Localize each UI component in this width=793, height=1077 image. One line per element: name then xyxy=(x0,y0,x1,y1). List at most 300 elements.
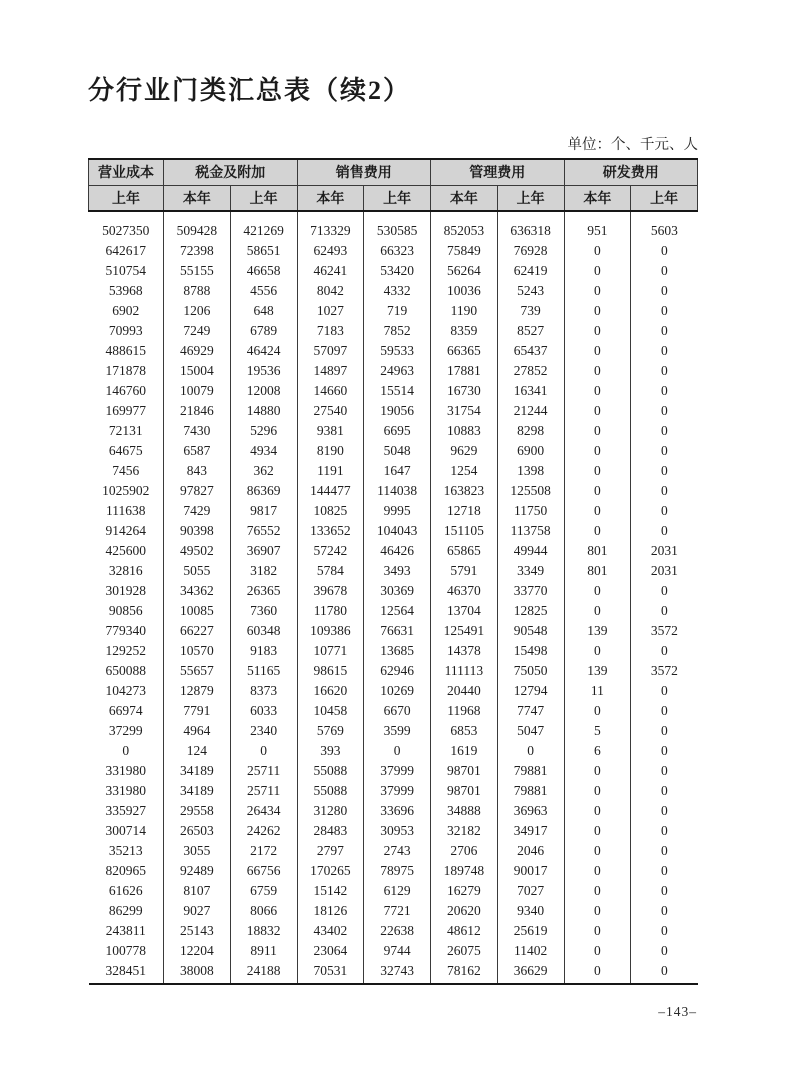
page-number: –143– xyxy=(658,1004,697,1019)
table-cell: 30369 xyxy=(364,581,431,601)
table-cell: 55657 xyxy=(164,661,231,681)
table-cell: 0 xyxy=(564,501,631,521)
table-row xyxy=(89,881,698,901)
table-cell: 139 xyxy=(564,661,631,681)
table-cell: 48612 xyxy=(431,921,498,941)
table-cell: 0 xyxy=(564,761,631,781)
table-cell: 1025902 xyxy=(102,483,150,498)
table-cell: 6129 xyxy=(364,881,431,901)
table-cell: 0 xyxy=(564,861,631,881)
table-cell: 2706 xyxy=(431,841,498,861)
table-cell: 0 xyxy=(564,461,631,481)
table-cell: 820965 xyxy=(105,863,146,878)
col-group-taxes-and-surcharges: 税金及附加 xyxy=(164,159,298,185)
table-cell: 2031 xyxy=(631,541,698,561)
table-cell: 13685 xyxy=(364,641,431,661)
table-row xyxy=(89,941,698,961)
table-cell: 9340 xyxy=(497,901,564,921)
table-cell: 8359 xyxy=(431,321,498,341)
table-cell: 86369 xyxy=(230,481,297,501)
table-cell: 46241 xyxy=(297,261,364,281)
table-row xyxy=(89,741,698,761)
table-cell: 0 xyxy=(564,581,631,601)
table-cell: 34888 xyxy=(431,801,498,821)
col-subheader-this-year: 本年 xyxy=(431,185,498,211)
table-cell: 18832 xyxy=(230,921,297,941)
table-cell: 23064 xyxy=(297,941,364,961)
table-cell: 10570 xyxy=(164,641,231,661)
table-row xyxy=(89,701,698,721)
table-cell: 26434 xyxy=(230,801,297,821)
table-cell: 0 xyxy=(497,741,564,761)
table-row xyxy=(89,441,698,461)
table-cell: 53420 xyxy=(364,261,431,281)
table-cell: 0 xyxy=(564,301,631,321)
table-cell: 7360 xyxy=(230,601,297,621)
table-row xyxy=(89,841,698,861)
table-cell: 0 xyxy=(631,881,698,901)
table-cell: 713329 xyxy=(297,211,364,241)
table-cell: 19536 xyxy=(230,361,297,381)
table-cell: 79881 xyxy=(497,781,564,801)
table-row xyxy=(89,821,698,841)
table-cell: 66974 xyxy=(108,703,143,718)
table-cell: 11780 xyxy=(297,601,364,621)
table-row xyxy=(89,641,698,661)
table-cell: 0 xyxy=(631,921,698,941)
table-row xyxy=(89,541,698,561)
table-cell: 7429 xyxy=(164,501,231,521)
table-cell: 951 xyxy=(564,211,631,241)
table-row xyxy=(89,241,698,261)
table-cell: 31754 xyxy=(431,401,498,421)
table-cell: 11 xyxy=(564,681,631,701)
table-cell: 14378 xyxy=(431,641,498,661)
table-cell: 0 xyxy=(631,821,698,841)
table-cell: 0 xyxy=(564,801,631,821)
table-row xyxy=(89,211,698,241)
table-row xyxy=(89,421,698,441)
table-row xyxy=(89,561,698,581)
table-cell: 0 xyxy=(631,521,698,541)
table-cell: 7249 xyxy=(164,321,231,341)
table-cell: 22638 xyxy=(364,921,431,941)
table-cell: 0 xyxy=(631,421,698,441)
table-cell: 7721 xyxy=(364,901,431,921)
table-cell: 6789 xyxy=(230,321,297,341)
col-group-operating-cost: 营业成本 xyxy=(89,159,164,185)
col-group-admin-expenses: 管理费用 xyxy=(431,159,565,185)
table-cell: 0 xyxy=(564,441,631,461)
table-cell: 3182 xyxy=(230,561,297,581)
table-cell: 0 xyxy=(564,521,631,541)
table-cell: 78162 xyxy=(431,961,498,984)
table-cell: 6033 xyxy=(230,701,297,721)
table-cell: 801 xyxy=(564,541,631,561)
table-cell: 70993 xyxy=(108,323,143,338)
table-cell: 32816 xyxy=(108,563,143,578)
table-cell: 0 xyxy=(564,941,631,961)
col-subheader-this-year: 本年 xyxy=(564,185,631,211)
table-cell: 79881 xyxy=(497,761,564,781)
table-cell: 46929 xyxy=(164,341,231,361)
table-cell: 300714 xyxy=(105,823,146,838)
table-cell: 0 xyxy=(122,743,130,758)
table-cell: 14880 xyxy=(230,401,297,421)
table-cell: 9744 xyxy=(364,941,431,961)
table-row xyxy=(89,861,698,881)
table-cell: 0 xyxy=(631,761,698,781)
table-cell: 104273 xyxy=(105,683,146,698)
table-row xyxy=(89,341,698,361)
table-cell: 57097 xyxy=(297,341,364,361)
table-cell: 0 xyxy=(564,341,631,361)
table-cell: 29558 xyxy=(164,801,231,821)
table-cell: 0 xyxy=(564,601,631,621)
table-cell: 32743 xyxy=(364,961,431,984)
table-cell: 4964 xyxy=(164,721,231,741)
table-cell: 0 xyxy=(564,961,631,984)
header-sub-row xyxy=(89,185,698,211)
table-row xyxy=(89,501,698,521)
table-cell: 8298 xyxy=(497,421,564,441)
table-cell: 5296 xyxy=(230,421,297,441)
table-cell: 0 xyxy=(564,921,631,941)
table-cell: 12204 xyxy=(164,941,231,961)
table-cell: 15004 xyxy=(164,361,231,381)
table-cell: 4332 xyxy=(364,281,431,301)
table-cell: 24262 xyxy=(230,821,297,841)
table-cell: 57242 xyxy=(297,541,364,561)
table-cell: 90398 xyxy=(164,521,231,541)
table-cell: 65437 xyxy=(497,341,564,361)
table-row xyxy=(89,721,698,741)
table-cell: 3055 xyxy=(164,841,231,861)
table-cell: 0 xyxy=(631,461,698,481)
table-cell: 61626 xyxy=(108,883,143,898)
table-cell: 0 xyxy=(631,721,698,741)
table-cell: 362 xyxy=(230,461,297,481)
table-cell: 8911 xyxy=(230,941,297,961)
table-cell: 1191 xyxy=(297,461,364,481)
table-cell: 20620 xyxy=(431,901,498,921)
table-cell: 7852 xyxy=(364,321,431,341)
table-cell: 331980 xyxy=(105,763,146,778)
table-cell: 189748 xyxy=(431,861,498,881)
table-cell: 51165 xyxy=(230,661,297,681)
table-cell: 10079 xyxy=(164,381,231,401)
table-cell: 21244 xyxy=(497,401,564,421)
table-cell: 5055 xyxy=(164,561,231,581)
table-cell: 0 xyxy=(564,281,631,301)
table-cell: 10085 xyxy=(164,601,231,621)
table-cell: 2172 xyxy=(230,841,297,861)
table-cell: 0 xyxy=(564,841,631,861)
table-cell: 719 xyxy=(364,301,431,321)
table-cell: 25619 xyxy=(497,921,564,941)
table-cell: 34362 xyxy=(164,581,231,601)
table-cell: 0 xyxy=(631,441,698,461)
table-cell: 6759 xyxy=(230,881,297,901)
table-cell: 171878 xyxy=(105,363,146,378)
table-cell: 6695 xyxy=(364,421,431,441)
table-cell: 25711 xyxy=(230,781,297,801)
table-cell: 801 xyxy=(564,561,631,581)
page-title: 分行业门类汇总表（续2） xyxy=(88,76,412,105)
table-cell: 66323 xyxy=(364,241,431,261)
table-cell: 104043 xyxy=(364,521,431,541)
table-row xyxy=(89,621,698,641)
table-cell: 3493 xyxy=(364,561,431,581)
table-cell: 53968 xyxy=(108,283,143,298)
industry-summary-table xyxy=(88,158,698,985)
table-cell: 10458 xyxy=(297,701,364,721)
table-cell: 0 xyxy=(631,321,698,341)
table-cell: 7027 xyxy=(497,881,564,901)
table-cell: 0 xyxy=(631,901,698,921)
table-cell: 28483 xyxy=(297,821,364,841)
table-cell: 24188 xyxy=(230,961,297,984)
table-cell: 0 xyxy=(631,961,698,984)
table-cell: 0 xyxy=(631,481,698,501)
table-cell: 335927 xyxy=(105,803,146,818)
table-cell: 6587 xyxy=(164,441,231,461)
table-cell: 124 xyxy=(164,741,231,761)
table-cell: 0 xyxy=(364,741,431,761)
table-cell: 62493 xyxy=(297,241,364,261)
table-cell: 5027350 xyxy=(102,223,150,238)
table-cell: 5791 xyxy=(431,561,498,581)
table-cell: 125508 xyxy=(497,481,564,501)
table-cell: 2797 xyxy=(297,841,364,861)
table-cell: 8373 xyxy=(230,681,297,701)
table-cell: 843 xyxy=(164,461,231,481)
table-cell: 1619 xyxy=(431,741,498,761)
table-cell: 15142 xyxy=(297,881,364,901)
table-cell: 11968 xyxy=(431,701,498,721)
table-cell: 98701 xyxy=(431,761,498,781)
table-cell: 27852 xyxy=(497,361,564,381)
table-cell: 0 xyxy=(631,241,698,261)
table-cell: 7456 xyxy=(112,463,140,478)
table-cell: 16620 xyxy=(297,681,364,701)
table-cell: 5603 xyxy=(631,211,698,241)
table-cell: 25143 xyxy=(164,921,231,941)
col-subheader-this-year: 本年 xyxy=(164,185,231,211)
table-cell: 38008 xyxy=(164,961,231,984)
table-row xyxy=(89,761,698,781)
table-cell: 32182 xyxy=(431,821,498,841)
table-cell: 0 xyxy=(631,701,698,721)
table-cell: 5047 xyxy=(497,721,564,741)
table-cell: 146760 xyxy=(105,383,146,398)
table-cell: 113758 xyxy=(497,521,564,541)
table-cell: 510754 xyxy=(105,263,146,278)
table-cell: 24963 xyxy=(364,361,431,381)
table-cell: 20440 xyxy=(431,681,498,701)
table-cell: 18126 xyxy=(297,901,364,921)
col-subheader-prev-year: 上年 xyxy=(497,185,564,211)
table-cell: 8190 xyxy=(297,441,364,461)
table-cell: 76928 xyxy=(497,241,564,261)
table-cell: 86299 xyxy=(108,903,143,918)
table-row xyxy=(89,601,698,621)
table-cell: 0 xyxy=(564,821,631,841)
table-cell: 19056 xyxy=(364,401,431,421)
table-cell: 7747 xyxy=(497,701,564,721)
table-cell: 66227 xyxy=(164,621,231,641)
table-cell: 9381 xyxy=(297,421,364,441)
table-cell: 530585 xyxy=(364,211,431,241)
table-cell: 0 xyxy=(564,381,631,401)
table-cell: 64675 xyxy=(108,443,143,458)
table-cell: 0 xyxy=(631,801,698,821)
table-cell: 1647 xyxy=(364,461,431,481)
table-cell: 26365 xyxy=(230,581,297,601)
table-cell: 6900 xyxy=(497,441,564,461)
table-cell: 75050 xyxy=(497,661,564,681)
table-cell: 1398 xyxy=(497,461,564,481)
table-cell: 72131 xyxy=(108,423,143,438)
col-group-rd-expenses: 研发费用 xyxy=(564,159,698,185)
table-cell: 0 xyxy=(631,581,698,601)
table-cell: 46426 xyxy=(364,541,431,561)
table-body xyxy=(89,211,698,984)
table-cell: 72398 xyxy=(164,241,231,261)
table-cell: 90548 xyxy=(497,621,564,641)
table-cell: 49944 xyxy=(497,541,564,561)
table-cell: 12879 xyxy=(164,681,231,701)
table-cell: 0 xyxy=(230,741,297,761)
table-cell: 56264 xyxy=(431,261,498,281)
table-cell: 133652 xyxy=(297,521,364,541)
table-cell: 0 xyxy=(564,701,631,721)
table-cell: 66756 xyxy=(230,861,297,881)
table-cell: 21846 xyxy=(164,401,231,421)
table-cell: 92489 xyxy=(164,861,231,881)
table-cell: 3349 xyxy=(497,561,564,581)
table-cell: 4556 xyxy=(230,281,297,301)
table-row xyxy=(89,921,698,941)
table-cell: 425600 xyxy=(105,543,146,558)
table-cell: 488615 xyxy=(105,343,146,358)
table-cell: 0 xyxy=(564,261,631,281)
table-cell: 0 xyxy=(631,781,698,801)
table-cell: 5784 xyxy=(297,561,364,581)
table-cell: 90856 xyxy=(108,603,143,618)
table-cell: 2743 xyxy=(364,841,431,861)
table-cell: 31280 xyxy=(297,801,364,821)
table-cell: 13704 xyxy=(431,601,498,621)
table-cell: 6 xyxy=(564,741,631,761)
table-cell: 328451 xyxy=(105,963,146,978)
table-cell: 76631 xyxy=(364,621,431,641)
table-cell: 14660 xyxy=(297,381,364,401)
table-cell: 5769 xyxy=(297,721,364,741)
table-cell: 1027 xyxy=(297,301,364,321)
table-cell: 30953 xyxy=(364,821,431,841)
table-cell: 3572 xyxy=(631,661,698,681)
table-cell: 0 xyxy=(631,261,698,281)
table-cell: 0 xyxy=(564,481,631,501)
table-cell: 4934 xyxy=(230,441,297,461)
table-cell: 0 xyxy=(631,361,698,381)
table-cell: 0 xyxy=(564,881,631,901)
table-cell: 1254 xyxy=(431,461,498,481)
table-cell: 0 xyxy=(631,941,698,961)
table-cell: 139 xyxy=(564,621,631,641)
table-row xyxy=(89,801,698,821)
table-cell: 26503 xyxy=(164,821,231,841)
table-cell: 2031 xyxy=(631,561,698,581)
table-cell: 2340 xyxy=(230,721,297,741)
table-cell: 37999 xyxy=(364,761,431,781)
table-cell: 0 xyxy=(564,421,631,441)
table-cell: 0 xyxy=(564,321,631,341)
table-row xyxy=(89,461,698,481)
table-row xyxy=(89,581,698,601)
col-subheader-prev-year: 上年 xyxy=(364,185,431,211)
table-cell: 76552 xyxy=(230,521,297,541)
table-cell: 0 xyxy=(564,781,631,801)
table-row xyxy=(89,961,698,984)
table-cell: 8788 xyxy=(164,281,231,301)
table-cell: 0 xyxy=(631,281,698,301)
table-cell: 58651 xyxy=(230,241,297,261)
table-cell: 55088 xyxy=(297,761,364,781)
table-cell: 0 xyxy=(631,381,698,401)
table-cell: 10269 xyxy=(364,681,431,701)
table-cell: 636318 xyxy=(497,211,564,241)
table-cell: 243811 xyxy=(105,923,146,938)
table-cell: 9183 xyxy=(230,641,297,661)
table-cell: 46658 xyxy=(230,261,297,281)
table-cell: 648 xyxy=(230,301,297,321)
table-cell: 0 xyxy=(564,241,631,261)
table-cell: 0 xyxy=(564,361,631,381)
table-cell: 36907 xyxy=(230,541,297,561)
header-group-row xyxy=(89,159,698,185)
table-row xyxy=(89,261,698,281)
table-cell: 3572 xyxy=(631,621,698,641)
table-cell: 9629 xyxy=(431,441,498,461)
table-cell: 98701 xyxy=(431,781,498,801)
table-cell: 739 xyxy=(497,301,564,321)
table-row xyxy=(89,781,698,801)
table-cell: 2046 xyxy=(497,841,564,861)
table-cell: 11750 xyxy=(497,501,564,521)
table-cell: 8527 xyxy=(497,321,564,341)
table-cell: 779340 xyxy=(105,623,146,638)
col-subheader-prev-year: 上年 xyxy=(631,185,698,211)
table-cell: 114038 xyxy=(364,481,431,501)
table-cell: 914264 xyxy=(105,523,146,538)
table-cell: 144477 xyxy=(297,481,364,501)
table-cell: 26075 xyxy=(431,941,498,961)
table-cell: 1206 xyxy=(164,301,231,321)
table-cell: 9995 xyxy=(364,501,431,521)
unit-note: 单位：个、千元、人 xyxy=(567,137,698,153)
table-cell: 7430 xyxy=(164,421,231,441)
table-cell: 0 xyxy=(631,741,698,761)
table-cell: 65865 xyxy=(431,541,498,561)
table-cell: 650088 xyxy=(105,663,146,678)
table-cell: 10883 xyxy=(431,421,498,441)
table-cell: 55155 xyxy=(164,261,231,281)
table-cell: 59533 xyxy=(364,341,431,361)
table-row xyxy=(89,381,698,401)
table-cell: 15498 xyxy=(497,641,564,661)
